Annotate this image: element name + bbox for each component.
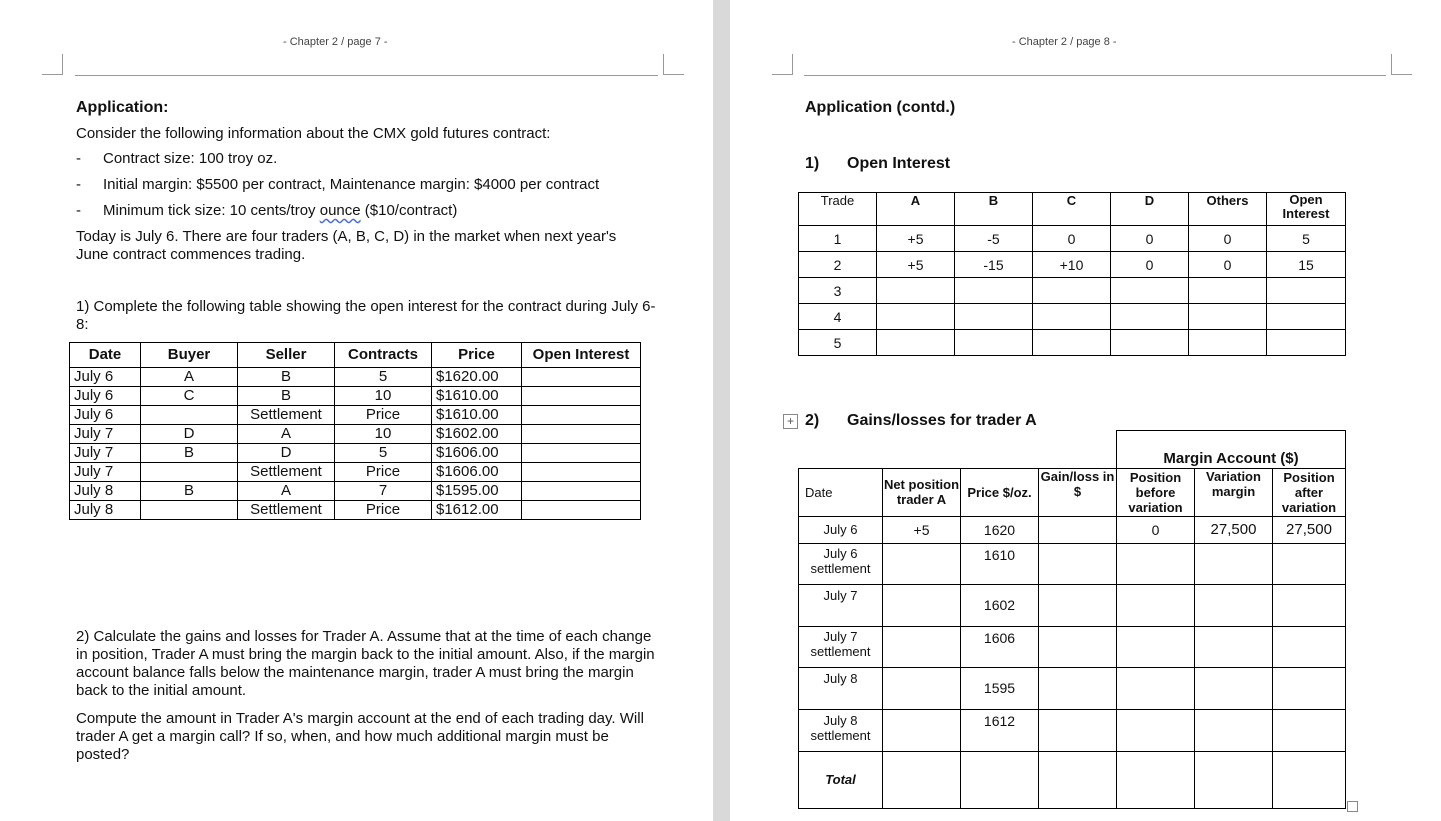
table-cell xyxy=(883,751,961,808)
bullet-dash: - xyxy=(76,202,81,219)
table-cell xyxy=(883,584,961,626)
table-cell xyxy=(1117,709,1195,751)
table-cell xyxy=(1033,304,1111,330)
intro-text: Consider the following information about the CMX gold futures contract: xyxy=(76,125,551,142)
table-cell: 1610 xyxy=(961,543,1039,584)
table-row xyxy=(70,444,641,463)
table-blank xyxy=(799,431,1117,469)
table-cell: B xyxy=(141,444,238,463)
question-1: 1) Complete the following table showing the open interest for the contract during July 6-8: xyxy=(76,298,656,333)
table-cell xyxy=(522,368,641,387)
spellcheck-word[interactable]: ounce xyxy=(319,202,361,219)
page-header: - Chapter 2 / page 8 - xyxy=(1012,36,1117,48)
table-row xyxy=(70,368,641,387)
column-header: Variation margin xyxy=(1195,468,1273,516)
column-header: Position after variation xyxy=(1273,468,1346,516)
table-cell: July 6 xyxy=(799,516,883,543)
table-cell xyxy=(1267,330,1346,356)
table-cell: July 6 xyxy=(70,387,141,406)
gains-losses-table xyxy=(798,430,1346,809)
question-2: 2) Calculate the gains and losses for Trader A. Assume that at the time of each change in position, Trader A must bring the margin back to the initial amount. Also, if the margin account balance falls below the maintenance margin, trader A must bring the margin back to the initial amount. xyxy=(76,628,655,699)
table-cell xyxy=(1195,667,1273,709)
table-cell: 0 xyxy=(1189,252,1267,278)
table-cell: C xyxy=(141,387,238,406)
crop-mark xyxy=(772,54,793,75)
section-number: 2) xyxy=(805,412,820,429)
table-cell xyxy=(1117,543,1195,584)
table-cell xyxy=(522,444,641,463)
table-cell xyxy=(1273,751,1346,808)
column-header: D xyxy=(1111,193,1189,226)
column-header: Price xyxy=(432,343,522,368)
table-cell: 0 xyxy=(1111,226,1189,252)
table-cell xyxy=(522,406,641,425)
margin-account-header: Margin Account ($) xyxy=(1117,431,1346,469)
table-cell xyxy=(1039,543,1117,584)
open-interest-question-table xyxy=(69,342,641,520)
table-cell xyxy=(1195,709,1273,751)
table-cell xyxy=(522,387,641,406)
table-cell xyxy=(1039,667,1117,709)
table-cell xyxy=(1033,278,1111,304)
table-cell: 7 xyxy=(335,482,432,501)
table-cell: $1610.00 xyxy=(432,406,522,425)
table-cell xyxy=(1039,516,1117,543)
table-header-row xyxy=(799,468,1346,516)
table-row xyxy=(70,501,641,520)
table-cell: A xyxy=(141,368,238,387)
table-cell xyxy=(1039,626,1117,667)
column-header: B xyxy=(955,193,1033,226)
table-cell: 1620 xyxy=(961,516,1039,543)
table-cell: 5 xyxy=(1267,226,1346,252)
table-cell: July 8 xyxy=(799,667,883,709)
table-move-handle-icon[interactable]: + xyxy=(783,414,798,429)
table-row xyxy=(70,463,641,482)
table-cell: 0 xyxy=(1111,252,1189,278)
table-cell: 10 xyxy=(335,425,432,444)
table-row xyxy=(799,330,1346,356)
table-cell: July 6 settlement xyxy=(799,543,883,584)
table-cell xyxy=(1267,278,1346,304)
table-cell xyxy=(1267,304,1346,330)
section-number: 1) xyxy=(805,155,820,172)
table-cell: July 7 xyxy=(70,444,141,463)
table-cell: +5 xyxy=(877,226,955,252)
table-cell: 1606 xyxy=(961,626,1039,667)
table-row xyxy=(70,425,641,444)
table-cell xyxy=(1117,751,1195,808)
table-cell xyxy=(955,330,1033,356)
table-cell xyxy=(1273,709,1346,751)
section-title: Gains/losses for trader A xyxy=(847,412,1037,429)
column-header: A xyxy=(877,193,955,226)
table-cell: July 6 xyxy=(70,368,141,387)
table-row xyxy=(799,252,1346,278)
table-cell xyxy=(877,330,955,356)
table-cell: 0 xyxy=(1189,226,1267,252)
column-header: Price $/oz. xyxy=(961,468,1039,516)
table-cell: July 7 xyxy=(70,425,141,444)
table-cell: Settlement xyxy=(238,463,335,482)
crop-mark xyxy=(663,54,684,75)
column-header: Position before variation xyxy=(1117,468,1195,516)
table-cell: B xyxy=(141,482,238,501)
table-cell: July 8 xyxy=(70,482,141,501)
table-cell xyxy=(1273,543,1346,584)
table-header-row xyxy=(70,343,641,368)
bullet-text: Initial margin: $5500 per contract, Maintenance margin: $4000 per contract xyxy=(103,176,600,193)
column-header: Seller xyxy=(238,343,335,368)
table-group-header-row xyxy=(799,431,1346,469)
table-cell xyxy=(522,482,641,501)
header-rule xyxy=(75,75,658,76)
table-cell: Total xyxy=(799,751,883,808)
table-cell: $1606.00 xyxy=(432,444,522,463)
table-cell xyxy=(1273,584,1346,626)
table-resize-handle[interactable] xyxy=(1347,801,1358,812)
table-cell xyxy=(877,304,955,330)
table-cell: 4 xyxy=(799,304,877,330)
table-cell: July 7 xyxy=(799,584,883,626)
table-cell: 2 xyxy=(799,252,877,278)
table-cell: 5 xyxy=(335,368,432,387)
table-cell xyxy=(1189,330,1267,356)
table-cell: -15 xyxy=(955,252,1033,278)
column-header: Net position trader A xyxy=(883,468,961,516)
table-cell xyxy=(1117,626,1195,667)
table-cell: 5 xyxy=(335,444,432,463)
table-cell: 1612 xyxy=(961,709,1039,751)
table-cell xyxy=(955,304,1033,330)
table-cell: 0 xyxy=(1033,226,1111,252)
crop-mark xyxy=(42,54,63,75)
table-cell: 15 xyxy=(1267,252,1346,278)
document-page-7 xyxy=(0,0,713,821)
table-cell: $1620.00 xyxy=(432,368,522,387)
table-row xyxy=(799,626,1346,667)
table-cell xyxy=(1189,278,1267,304)
table-cell xyxy=(1039,584,1117,626)
column-header: Buyer xyxy=(141,343,238,368)
table-cell: $1612.00 xyxy=(432,501,522,520)
column-header: Open Interest xyxy=(1267,193,1346,226)
table-cell: July 7 settlement xyxy=(799,626,883,667)
table-cell: July 8 settlement xyxy=(799,709,883,751)
table-cell: A xyxy=(238,425,335,444)
table-cell: 27,500 xyxy=(1195,516,1273,543)
table-cell xyxy=(1195,584,1273,626)
table-row xyxy=(70,387,641,406)
table-cell xyxy=(1195,543,1273,584)
table-cell: -5 xyxy=(955,226,1033,252)
section-heading: Application: xyxy=(76,99,169,116)
table-cell: Price xyxy=(335,406,432,425)
table-row xyxy=(799,304,1346,330)
open-interest-answer-table xyxy=(798,192,1346,356)
table-row xyxy=(799,751,1346,808)
column-header: Contracts xyxy=(335,343,432,368)
page-header: - Chapter 2 / page 7 - xyxy=(283,36,388,48)
table-cell xyxy=(1039,709,1117,751)
table-cell xyxy=(522,463,641,482)
table-cell: $1602.00 xyxy=(432,425,522,444)
table-cell xyxy=(1273,626,1346,667)
table-cell xyxy=(522,501,641,520)
table-row xyxy=(799,709,1346,751)
header-rule xyxy=(804,75,1386,76)
table-cell: 5 xyxy=(799,330,877,356)
table-cell xyxy=(1111,278,1189,304)
table-cell xyxy=(1117,667,1195,709)
table-cell xyxy=(141,406,238,425)
column-header: Open Interest xyxy=(522,343,641,368)
table-cell xyxy=(877,278,955,304)
crop-mark xyxy=(1391,54,1412,75)
table-cell: Settlement xyxy=(238,501,335,520)
table-cell xyxy=(1195,751,1273,808)
table-cell xyxy=(1195,626,1273,667)
table-cell xyxy=(141,501,238,520)
table-row xyxy=(799,516,1346,543)
table-cell xyxy=(883,626,961,667)
table-cell xyxy=(883,709,961,751)
table-row xyxy=(799,667,1346,709)
table-cell xyxy=(522,425,641,444)
table-cell: $1610.00 xyxy=(432,387,522,406)
table-cell: 1 xyxy=(799,226,877,252)
table-cell: +5 xyxy=(877,252,955,278)
table-cell: Settlement xyxy=(238,406,335,425)
section-heading: Application (contd.) xyxy=(805,99,956,116)
table-row xyxy=(799,226,1346,252)
table-cell: +5 xyxy=(883,516,961,543)
table-cell xyxy=(1117,584,1195,626)
column-header: Date xyxy=(799,468,883,516)
table-row xyxy=(70,406,641,425)
table-cell: $1606.00 xyxy=(432,463,522,482)
bullet-dash: - xyxy=(76,150,81,167)
table-cell: 3 xyxy=(799,278,877,304)
table-cell xyxy=(141,463,238,482)
bullet-dash: - xyxy=(76,176,81,193)
table-cell xyxy=(883,667,961,709)
table-cell xyxy=(883,543,961,584)
column-header: Gain/loss in $ xyxy=(1039,468,1117,516)
table-cell: B xyxy=(238,387,335,406)
table-cell: 27,500 xyxy=(1273,516,1346,543)
bullet-text: Contract size: 100 troy oz. xyxy=(103,150,278,167)
column-header: Trade xyxy=(799,193,877,226)
bullet-text-part: Minimum tick size: 10 cents/troy xyxy=(103,202,320,219)
table-cell: +10 xyxy=(1033,252,1111,278)
table-cell xyxy=(961,751,1039,808)
table-cell: July 8 xyxy=(70,501,141,520)
paragraph-today: Today is July 6. There are four traders (A, B, C, D) in the market when next year's June contract commences trading. xyxy=(76,228,617,263)
table-cell xyxy=(955,278,1033,304)
column-header: Others xyxy=(1189,193,1267,226)
question-2-compute: Compute the amount in Trader A's margin account at the end of each trading day. Will trader A get a margin call? If so, when, and how much additional margin must be posted? xyxy=(76,710,644,763)
page-gap xyxy=(713,0,730,821)
section-title: Open Interest xyxy=(847,155,951,172)
table-row xyxy=(70,482,641,501)
table-cell: July 6 xyxy=(70,406,141,425)
document-page-8 xyxy=(730,0,1441,821)
table-cell: 10 xyxy=(335,387,432,406)
table-cell xyxy=(1111,304,1189,330)
table-cell: 1595 xyxy=(961,667,1039,709)
table-cell xyxy=(1039,751,1117,808)
table-row xyxy=(799,278,1346,304)
table-cell: Price xyxy=(335,501,432,520)
table-header-row xyxy=(799,193,1346,226)
table-cell xyxy=(1111,330,1189,356)
table-cell: D xyxy=(238,444,335,463)
table-cell: July 7 xyxy=(70,463,141,482)
table-cell: 1602 xyxy=(961,584,1039,626)
table-row xyxy=(799,584,1346,626)
table-row xyxy=(799,543,1346,584)
table-cell: B xyxy=(238,368,335,387)
table-cell: D xyxy=(141,425,238,444)
column-header: C xyxy=(1033,193,1111,226)
table-cell: 0 xyxy=(1117,516,1195,543)
table-cell xyxy=(1033,330,1111,356)
table-cell: A xyxy=(238,482,335,501)
table-cell xyxy=(1273,667,1346,709)
bullet-text xyxy=(103,202,457,220)
table-cell xyxy=(1189,304,1267,330)
column-header: Date xyxy=(70,343,141,368)
table-cell: Price xyxy=(335,463,432,482)
table-cell: $1595.00 xyxy=(432,482,522,501)
bullet-text-part: ($10/contract) xyxy=(360,202,458,219)
